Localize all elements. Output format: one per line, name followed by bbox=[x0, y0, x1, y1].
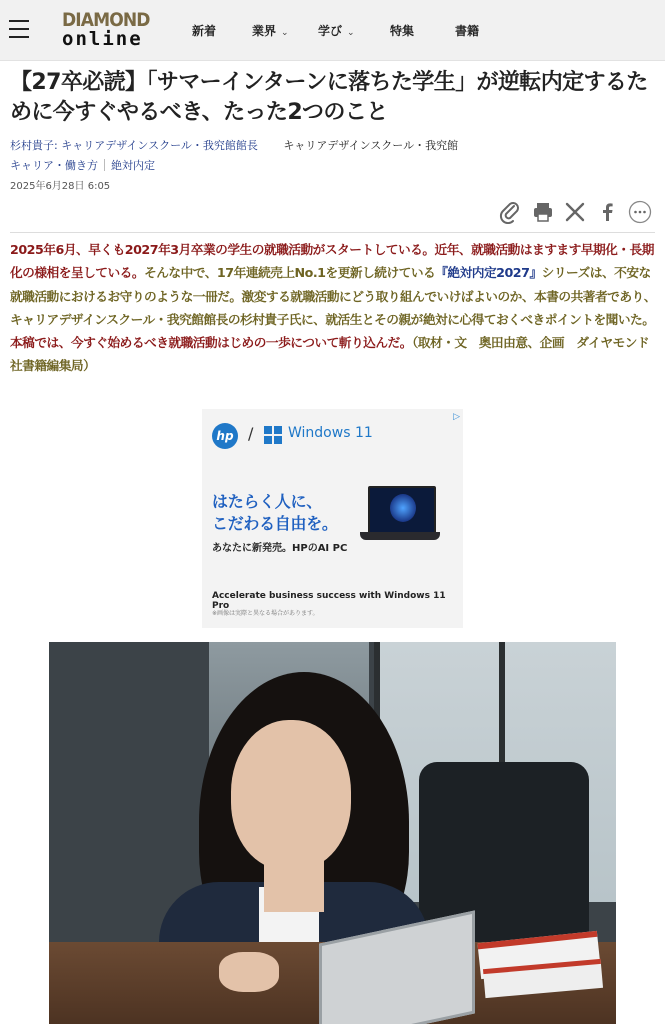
advertisement[interactable] bbox=[202, 409, 463, 628]
ad-headline-line2: こだわる自由を。 bbox=[212, 514, 338, 533]
ad-headline bbox=[212, 491, 338, 535]
lead-part3: シリーズは、不安な就職活動におけるお守りのような一冊だ。激変する就職活動にどう取り組んでいけばよいのか、本書の共著者であり、キャリアデザインスクール・我究館館長の杉村貴子氏に、就活生とその親が絶対に心得ておくべきポイントを聞いた。 bbox=[10, 265, 656, 327]
hp-logo: hp bbox=[212, 423, 238, 449]
print-icon[interactable] bbox=[531, 200, 555, 224]
publish-date: 2025年6月28日 6:05 bbox=[10, 181, 111, 192]
nav-label: 業界 bbox=[252, 24, 277, 38]
logo-line2: online bbox=[62, 28, 143, 50]
nav-label: 学び bbox=[318, 24, 343, 38]
book-title-link[interactable]: 『絶対内定2027』 bbox=[435, 265, 542, 281]
nav-item-industry[interactable] bbox=[252, 22, 289, 39]
lead-part1: 2025年6月、早くも2027年3月卒業の学生の就職活動がスタートしている。近年、就職活動はますます早期化・長期化の様相を呈している。 bbox=[10, 242, 654, 281]
x-icon[interactable] bbox=[563, 200, 587, 224]
organization: キャリアデザインスクール・我究館 bbox=[283, 139, 459, 152]
site-header bbox=[0, 0, 665, 61]
chevron-down-icon: ⌄ bbox=[347, 28, 355, 38]
nav-item-learning[interactable] bbox=[318, 22, 355, 39]
divider bbox=[10, 232, 655, 233]
nav-item-new[interactable] bbox=[192, 22, 216, 39]
lead-part2: そんな中で、17年連続売上No.1を更新し続けている bbox=[144, 265, 436, 281]
logo-line1: DIAMOND bbox=[62, 9, 150, 31]
ad-subcopy: あなたに新発売。HPのAI PC bbox=[212, 543, 348, 554]
author-line bbox=[10, 137, 458, 153]
nav-item-feature[interactable] bbox=[390, 22, 414, 39]
chevron-down-icon: ⌄ bbox=[281, 28, 289, 38]
ad-business-text: Accelerate business success with Windows 11 Pro bbox=[212, 591, 446, 611]
site-logo[interactable] bbox=[62, 10, 154, 49]
nav-label: 特集 bbox=[390, 24, 415, 38]
nav-label: 書籍 bbox=[455, 24, 480, 38]
lead-part4: 本稿では、今すぐ始めるべき就職活動はじめの一歩について斬り込んだ。 bbox=[10, 335, 412, 351]
ad-note: ※画像は実際と異なる場合があります。 bbox=[212, 610, 319, 617]
tag-career[interactable]: キャリア・働き方 bbox=[10, 159, 98, 172]
windows-logo-icon bbox=[264, 426, 282, 444]
tag-list bbox=[10, 157, 155, 173]
article-title: 【27卒必読】「サマーインターンに落ちた学生」が逆転内定するために今すぐやるべき、たった2つのこと bbox=[10, 70, 648, 125]
logo-separator: / bbox=[248, 424, 254, 443]
tag-divider bbox=[104, 159, 105, 171]
adchoices-icon[interactable]: ▷ bbox=[453, 412, 460, 422]
nav-label: 新着 bbox=[192, 24, 217, 38]
lead-paragraph bbox=[10, 238, 658, 378]
nav-item-books[interactable] bbox=[455, 22, 479, 39]
menu-icon[interactable] bbox=[9, 20, 29, 38]
paperclip-icon[interactable] bbox=[498, 200, 522, 224]
ad-headline-line1: はたらく人に、 bbox=[212, 492, 322, 511]
more-icon[interactable] bbox=[628, 200, 652, 224]
lead-credit: （取材・文 奥田由意、企画 ダイヤモンド社書籍編集局） bbox=[10, 335, 650, 374]
facebook-icon[interactable] bbox=[595, 200, 619, 224]
article-photo bbox=[49, 642, 616, 1024]
windows-label: Windows 11 bbox=[288, 425, 373, 441]
laptop-image bbox=[360, 486, 440, 553]
tag-naitei[interactable]: 絶対内定 bbox=[111, 159, 155, 172]
author-link[interactable]: 杉村貴子: キャリアデザインスクール・我究館館長 bbox=[10, 139, 258, 152]
